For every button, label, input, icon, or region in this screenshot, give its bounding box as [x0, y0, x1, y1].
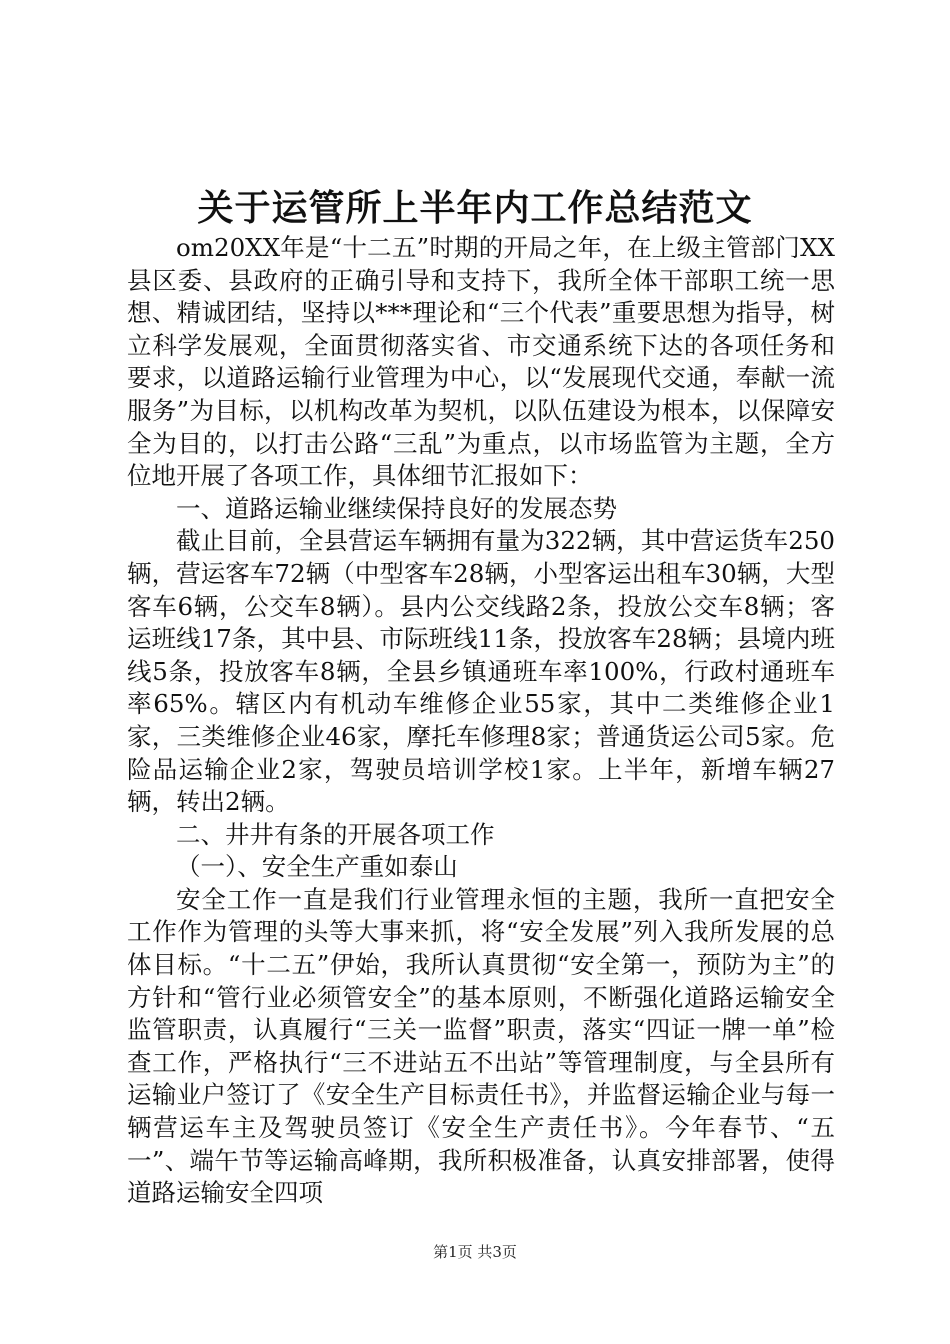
page-footer: 第1页 共3页 — [433, 1243, 517, 1261]
heading-subsection-1: （一）、安全生产重如泰山 — [176, 852, 458, 882]
heading-section-1: 一、道路运输业继续保持良好的发展态势 — [176, 493, 617, 523]
paragraph-intro: om20XX年是“十二五”时期的开局之年，在上级主管部门XX县区委、县政府的正确引导和支持下，我所全体干部职工统一思想、精诚团结，坚持以***理论和“三个代表”重要思想为指导，树立科学发展观，全面贯彻落实省、市交通系统下达的各项任务和要求，以道路运输行业管理为中心，以“发展现代交通，奉献一流服务”为目标，以机构改革为契机，以队伍建设为根本，以保障安全为目的，以打击公路“三乱”为重点，以市场监管为主题，全方位地开展了各项工作，具体细节汇报如下： — [127, 233, 835, 491]
paragraph-safety: 安全工作一直是我们行业管理永恒的主题，我所一直把安全工作作为管理的头等大事来抓，将“安全发展”列入我所发展的总体目标。“十二五”伊始，我所认真贯彻“安全第一，预防为主”的方针和“管行业必须管安全”的基本原则，不断强化道路运输安全监管职责，认真履行“三关一监督”职责，落实“四证一牌一单”检查工作，严格执行“三不进站五不出站”等管理制度，与全县所有运输业户签订了《安全生产目标责任书》，并监督运输企业与每一辆营运车主及驾驶员签订《安全生产责任书》。今年春节、“五一”、端午节等运输高峰期，我所积极准备，认真安排部署，使得道路运输安全四项 — [127, 884, 835, 1208]
paragraph-statistics: 截止目前，全县营运车辆拥有量为322辆，其中营运货车250辆，营运客车72辆（中型客车28辆，小型客运出租车30辆，大型客车6辆，公交车8辆）。县内公交线路2条，投放公交车8辆；客运班线17条，其中县、市际班线11条，投放客车28辆；县境内班线5条，投放客车8辆，全县乡镇通班车率100%，行政村通班车率65%。辖区内有机动车维修企业55家，其中二类维修企业1家，三类维修企业46家，摩托车修理8家；普通货运公司5家。危险品运输企业2家，驾驶员培训学校1家。上半年，新增车辆27辆，转出2辆。 — [127, 526, 835, 817]
document-title: 关于运管所上半年内工作总结范文 — [197, 187, 753, 229]
document-body — [127, 232, 835, 1210]
heading-section-2: 二、井井有条的开展各项工作 — [176, 819, 495, 849]
